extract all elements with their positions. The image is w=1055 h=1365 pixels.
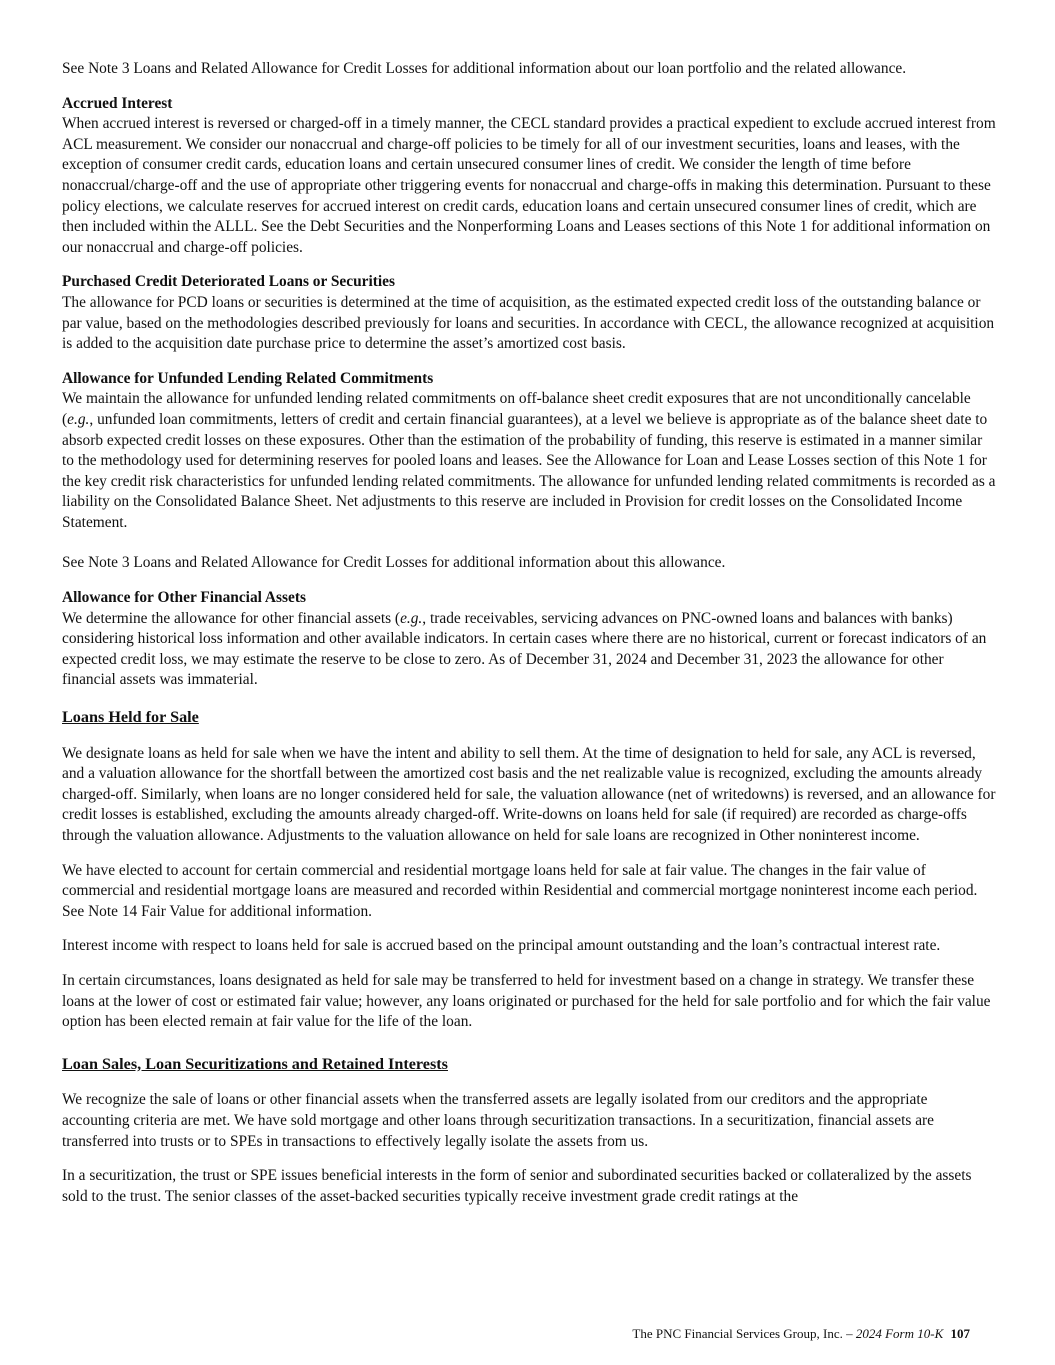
unfunded-heading: Allowance for Unfunded Lending Related Commitments — [62, 369, 434, 387]
unfunded-body — [62, 389, 997, 533]
accrued-interest-section — [62, 94, 997, 259]
other-assets-body-post: , trade receivables, servicing advances on PNC-owned loans and balances with banks) considering historical loss information and other available indicators. In certain cases where there are no historical, current or forecast indicators of an expected credit loss, we may estimate the reserve to be close to zero. As of December 31, 2024 and December 31, 2023 the allowance for other financial assets was immaterial. — [62, 609, 987, 689]
unfunded-body-eg: e.g. — [67, 410, 90, 428]
unfunded-section — [62, 369, 997, 574]
pcd-heading: Purchased Credit Deteriorated Loans or Securities — [62, 273, 395, 291]
footer-company: The PNC Financial Services Group, Inc. – — [632, 1326, 853, 1341]
unfunded-body-pre: We maintain the allowance for unfunded lending related commitments on off-balance sheet credit exposures that are not unconditionally cancelable ( — [62, 390, 971, 428]
pcd-section — [62, 272, 997, 354]
pcd-body: The allowance for PCD loans or securities is determined at the time of acquisition, as the estimated expected credit loss of the outstanding balance or par value, based on the methodologies described previously for loans and securities. In accordance with CECL, the allowance recognized at acquisition is added to the acquisition date purchase price to determine the asset’s amortized cost basis. — [62, 293, 995, 353]
lhfs-paragraph: We designate loans as held for sale when we have the intent and ability to sell them. At the time of designation to held for sale, any ACL is reversed, and a valuation allowance for the shortfall between the amortized cost basis and the net realizable value is recognized, excluding the amounts already charged-off. Similarly, when loans are no longer considered held for sale, the valuation allowance (net of writedowns) is reversed, and an allowance for credit losses is established, excluding the amounts already charged-off. Write-downs on loans held for sale (if required) are recorded as charge-offs through the valuation allowance. Adjustments to the valuation allowance on held for sale loans are recognized in Other noninterest income. — [62, 744, 996, 844]
loans-held-for-sale-heading: Loans Held for Sale — [62, 708, 199, 727]
other-assets-section — [62, 588, 997, 691]
loan-sales-heading: Loan Sales, Loan Securitizations and Retained Interests — [62, 1054, 448, 1073]
other-assets-body-pre: We determine the allowance for other financial assets ( — [62, 609, 401, 627]
lhfs-paragraph: In certain circumstances, loans designated as held for sale may be transferred to held for investment based on a change in strategy. We transfer these loans at the lower of cost or estimated fair value; however, any loans originated or purchased for the held for sale portfolio and for which the fair value option has been elected remain at fair value for the life of the loan. — [62, 971, 991, 1031]
unfunded-body-post: , unfunded loan commitments, letters of credit and certain financial guarantees), at a level we believe is appropriate as of the balance sheet date to absorb expected credit losses on these exposures. Other than the estimation of the probability of funding, this reserve is estimated in a manner similar to the methodology used for determining reserves for pooled loans and leases. See the Allowance for Loan and Lease Losses section of this Note 1 for the key credit risk characteristics for unfunded lending related commitments. The allowance for unfunded lending related commitments is recorded as a liability on the Consolidated Balance Sheet. Net adjustments to this reserve are included in Provision for credit losses on the Consolidated Income Statement. — [62, 410, 996, 531]
lhfs-paragraph: Interest income with respect to loans held for sale is accrued based on the principal amount outstanding and the loan’s contractual interest rate. — [62, 937, 941, 955]
loan-sales-paragraph: We recognize the sale of loans or other financial assets when the transferred assets are legally isolated from our creditors and the appropriate accounting criteria are met. We have sold mortgage and other loans through securitization transactions. In a securitization, financial assets are transferred into trusts or to SPEs in transactions to effectively legally isolate the assets from us. — [62, 1091, 934, 1150]
footer-form: 2024 Form 10-K — [855, 1326, 944, 1341]
other-assets-body-eg: e.g. — [400, 609, 423, 627]
document-page — [62, 59, 997, 1207]
accrued-interest-heading: Accrued Interest — [62, 94, 173, 112]
accrued-interest-body: When accrued interest is reversed or charged-off in a timely manner, the CECL standard provides a practical expedient to exclude accrued interest from ACL measurement. We consider our nonaccrual and charge-off policies to be timely for all of our investment securities, loans and leases, with the exception of consumer credit cards, education loans and certain unsecured consumer lines of credit. We consider the length of time before nonaccrual/charge-off and the use of appropriate other triggering events for nonaccrual and charge-offs in making this determination. Pursuant to these policy elections, we calculate reserves for accrued interest on credit cards, education loans and certain unsecured consumer lines of credit, which are then included within the ALLL. See the Debt Securities and the Nonperforming Loans and Leases sections of this Note 1 for additional information on our nonaccrual and charge-off policies. — [62, 115, 996, 256]
other-assets-body — [62, 609, 997, 691]
intro-paragraph: See Note 3 Loans and Related Allowance for Credit Losses for additional information about our loan portfolio and the related allowance. — [62, 60, 907, 77]
loan-sales-section — [62, 1054, 997, 1208]
lhfs-paragraph: We have elected to account for certain commercial and residential mortgage loans held for sale at fair value. The changes in the fair value of commercial and residential mortgage loans are measured and recorded within Residential and commercial mortgage noninterest income each period. See Note 14 Fair Value for additional information. — [62, 861, 978, 920]
page-footer — [0, 1326, 970, 1342]
other-assets-heading: Allowance for Other Financial Assets — [62, 589, 306, 607]
loan-sales-paragraph: In a securitization, the trust or SPE issues beneficial interests in the form of senior and subordinated securities backed or collateralized by the assets sold to the trust. The senior classes of the asset-backed securities typically receive investment grade credit ratings at the — [62, 1167, 972, 1205]
unfunded-see-note: See Note 3 Loans and Related Allowance for Credit Losses for additional information about this allowance. — [62, 554, 726, 572]
loans-held-for-sale-section — [62, 707, 997, 1033]
footer-page-number: 107 — [950, 1326, 970, 1341]
